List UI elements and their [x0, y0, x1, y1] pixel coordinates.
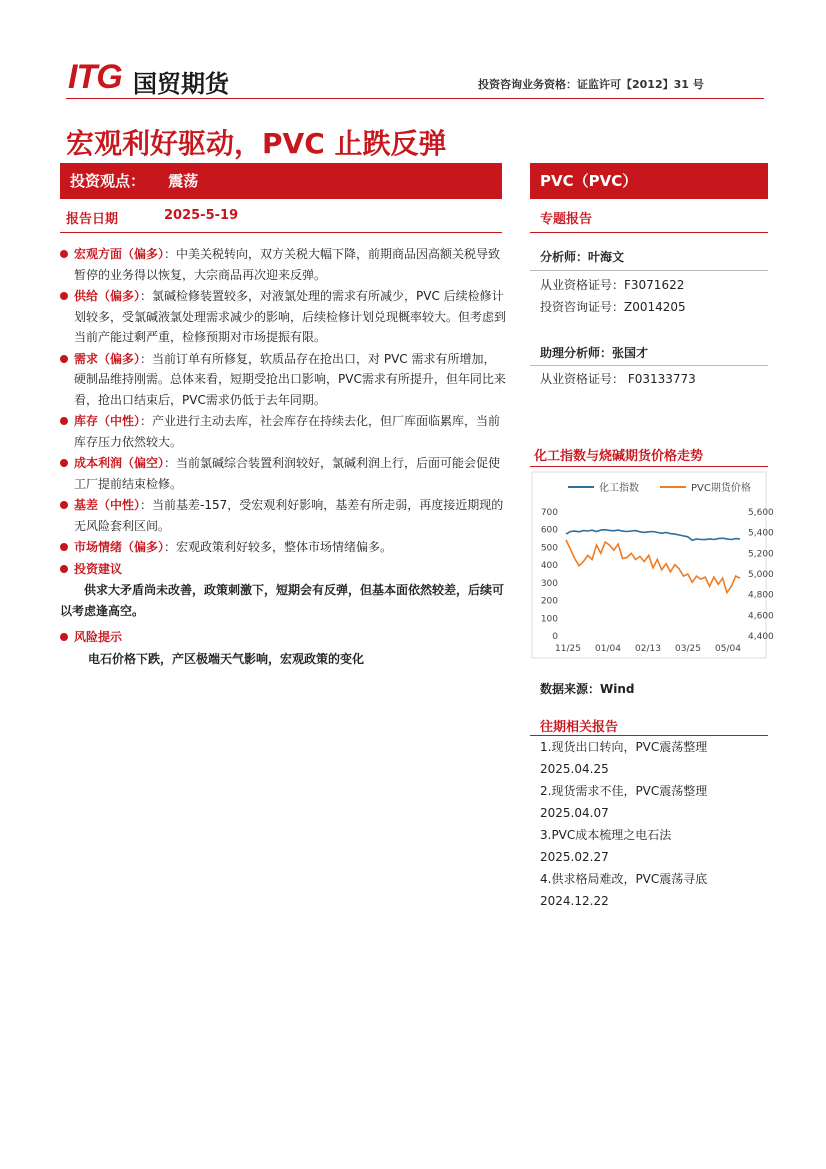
bullet-cost-profit: 成本利润（偏空）：当前氯碱综合装置利润较好，氯碱利润上行，后面可能会促使工厂提前结束检修。 — [60, 453, 506, 494]
related-label: 往期相关报告 — [540, 720, 619, 735]
company-name: 国贸期货 — [133, 70, 229, 98]
related-item[interactable]: 2.现货需求不佳，PVC震荡整理 — [540, 784, 708, 798]
y-left-tick: 600 — [540, 525, 558, 536]
bullet-supply: 供给（偏多）：氯碱检修装置较多，对液氯处理的需求有所减少，PVC 后续检修计划较多，受氯碱液氯处理需求减少的影响，后续检修计划兑现概率较大。但考虑到当前产能过剩严重，检修预期对市场提振有限。 — [60, 286, 506, 348]
x-tick: 01/04 — [595, 644, 621, 654]
type-divider — [530, 232, 768, 233]
x-tick: 11/25 — [555, 644, 581, 654]
report-type: 专题报告 — [540, 212, 593, 227]
related-item[interactable]: 4.供求格局难改，PVC震荡寻底 — [540, 872, 708, 886]
y-right-tick: 4,400 — [748, 632, 774, 642]
chart-title: 化工指数与烧碱期货价格走势 — [534, 449, 704, 464]
legend-label: PVC期货价格 — [691, 483, 751, 494]
bullet-demand: 需求（偏多）：当前订单有所修复，软质品存在抢出口，对 PVC 需求有所增加，硬制品维持刚需。总体来看，短期受抢出口影响，PVC需求有所提升，但年同比来看，抢出口结束后，PVC需求仍低于去年同期。 — [60, 349, 506, 411]
related-date: 2025.04.07 — [540, 806, 609, 820]
x-tick: 02/13 — [635, 644, 661, 654]
related-item[interactable]: 3.PVC成本梳理之电石法 — [540, 828, 672, 842]
cert-1: 从业资格证号：F3071622 — [540, 278, 685, 292]
y-left-tick: 400 — [540, 561, 558, 572]
related-list — [540, 736, 707, 912]
related-item[interactable]: 1.现货出口转向，PVC震荡整理 — [540, 740, 708, 754]
x-tick: 05/04 — [715, 644, 741, 654]
assistant-analyst: 助理分析师：张国才 — [540, 346, 649, 360]
view-label: 投资观点： — [70, 172, 146, 190]
x-tick: 03/25 — [675, 644, 701, 654]
bullet-advice: 投资建议 — [60, 559, 506, 580]
y-left-tick: 100 — [540, 614, 558, 625]
analyst: 分析师：叶海文 — [540, 250, 625, 264]
chart-divider — [530, 466, 768, 467]
related-date: 2025.02.27 — [540, 850, 609, 864]
y-left-tick: 200 — [540, 596, 558, 607]
product-label: PVC（PVC） — [540, 172, 638, 190]
date-divider — [60, 232, 502, 233]
legend-label: 化工指数 — [599, 483, 639, 494]
y-right-tick: 4,800 — [748, 590, 774, 601]
license-text: 投资咨询业务资格：证监许可【2012】31 号 — [478, 78, 704, 91]
y-right-tick: 4,600 — [748, 611, 774, 622]
price-chart — [530, 470, 774, 660]
date-label: 报告日期 — [66, 212, 119, 227]
y-left-tick: 300 — [540, 578, 558, 589]
view-value: 震荡 — [168, 172, 199, 190]
analyst-divider — [530, 270, 768, 271]
series-line — [566, 530, 740, 541]
risk-text: 电石价格下跌，产区极端天气影响，宏观政策的变化 — [88, 651, 365, 666]
product-bar — [530, 163, 768, 199]
related-date: 2024.12.22 — [540, 894, 609, 908]
series-line — [566, 540, 740, 593]
y-left-tick: 0 — [552, 632, 558, 642]
y-right-tick: 5,400 — [748, 528, 774, 539]
itg-logo: ITG — [68, 58, 122, 96]
y-left-tick: 700 — [540, 508, 558, 518]
y-right-tick: 5,200 — [748, 549, 774, 560]
data-source: 数据来源：Wind — [540, 682, 635, 696]
y-right-tick: 5,000 — [748, 570, 774, 580]
bullet-sentiment: 市场情绪（偏多）：宏观政策利好较多，整体市场情绪偏多。 — [60, 537, 506, 558]
bullet-macro: 宏观方面（偏多）：中美关税转向，双方关税大幅下降，前期商品因高额关税导致暂停的业务得以恢复，大宗商品再次迎来反弹。 — [60, 244, 506, 285]
cert-2: 投资咨询证号：Z0014205 — [540, 300, 686, 314]
chart-frame — [532, 472, 766, 658]
y-left-tick: 500 — [540, 543, 558, 554]
advice-text: 供求大矛盾尚未改善，政策刺激下，短期会有反弹，但基本面依然较差，后续可以考虑逢高空。 — [60, 583, 505, 618]
related-date: 2025.04.25 — [540, 762, 609, 776]
date-value: 2025-5-19 — [164, 208, 239, 223]
analysis-bullets — [60, 244, 506, 675]
y-right-tick: 5,600 — [748, 508, 774, 518]
assistant-divider — [530, 365, 768, 366]
header-divider — [66, 98, 764, 99]
bullet-basis: 基差（中性）：当前基差-157，受宏观利好影响，基差有所走弱，再度接近期现的无风险套利区间。 — [60, 495, 506, 536]
report-title: 宏观利好驱动，PVC 止跌反弹 — [66, 127, 447, 160]
bullet-inventory: 库存（中性）：产业进行主动去库，社会库存在持续去化，但厂库面临累库，当前库存压力依然较大。 — [60, 411, 506, 452]
cert-3: 从业资格证号： F03133773 — [540, 372, 696, 386]
bullet-risk: 风险提示 — [60, 627, 506, 648]
view-bar — [60, 163, 502, 199]
